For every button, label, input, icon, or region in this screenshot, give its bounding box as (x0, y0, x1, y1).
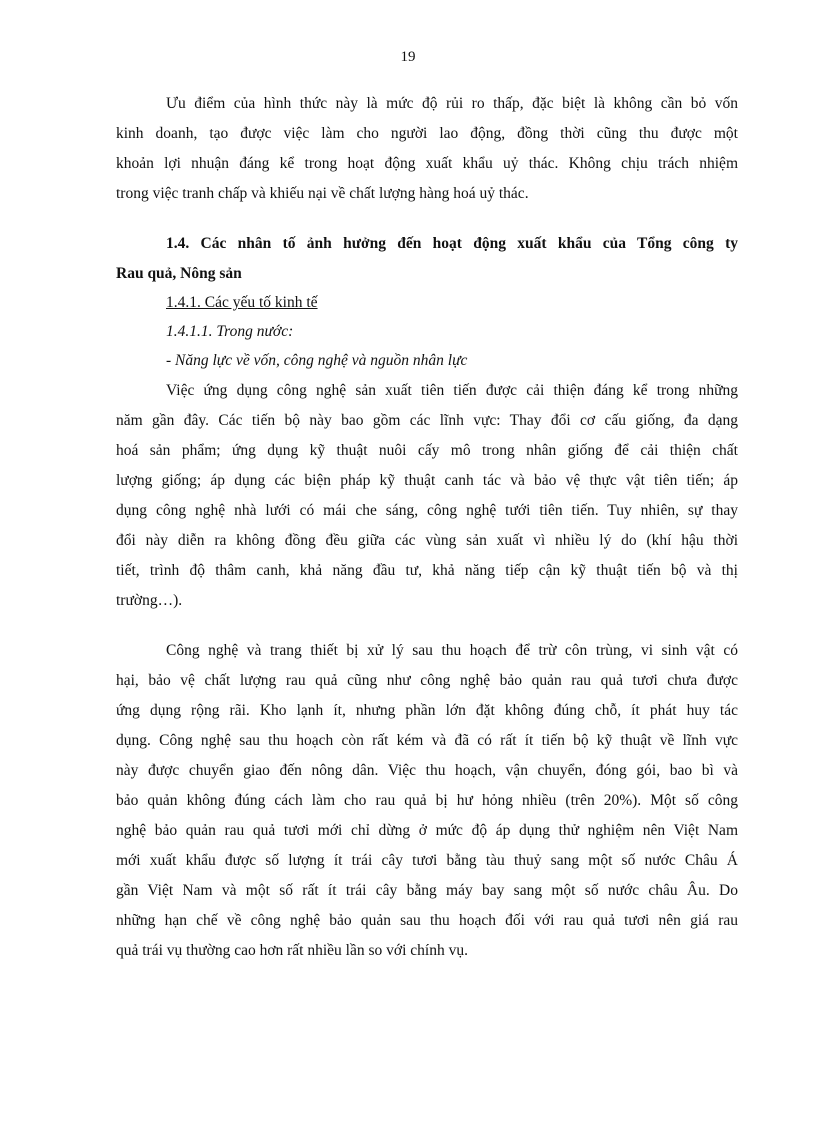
paragraph-1-line-5: dụng công nghệ nhà lưới có mái che sáng, công nghệ tưới tiên tiến. Tuy nhiên, sự thay (116, 502, 738, 519)
paragraph-2-line-10: những hạn chế về công nghệ bảo quản sau thu hoạch đối với rau quả tươi nên giá rau (116, 912, 738, 929)
paragraph-2-line-9: gần Việt Nam và một số rất ít trái cây bằng máy bay sang một số nước châu Âu. Do (116, 882, 738, 899)
paragraph-2-line-8: mới xuất khẩu được số lượng ít trái cây tươi bằng tàu thuỷ sang một số nước Châu Á (116, 852, 738, 869)
paragraph-1-line-1: Việc ứng dụng công nghệ sản xuất tiên tiến được cải thiện đáng kể trong những (166, 382, 738, 399)
bullet-heading: - Năng lực về vốn, công nghệ và nguồn nhân lực (166, 352, 468, 369)
paragraph-1-line-6: đổi này diễn ra không đồng đều giữa các vùng sản xuất vì nhiều lý do (khí hậu thời (116, 532, 738, 549)
page-number: 19 (400, 49, 416, 65)
intro-line-4: trong việc tranh chấp và khiếu nại về chất lượng hàng hoá uỷ thác. (116, 185, 529, 202)
paragraph-2-line-2: hại, bảo vệ chất lượng rau quả cũng như công nghệ bảo quản rau quả tươi chưa được (116, 672, 738, 689)
intro-line-1: Ưu điểm của hình thức này là mức độ rủi ro thấp, đặc biệt là không cần bỏ vốn (166, 95, 738, 112)
intro-line-3: khoản lợi nhuận đáng kể trong hoạt động xuất khẩu uỷ thác. Không chịu trách nhiệm (116, 155, 738, 172)
paragraph-2-line-1: Công nghệ và trang thiết bị xử lý sau thu hoạch để trừ côn trùng, vi sinh vật có (166, 642, 738, 659)
paragraph-2-line-5: này được chuyển giao đến nông dân. Việc thu hoạch, vận chuyển, đóng gói, bao bì và (116, 762, 738, 779)
subsubsection-heading: 1.4.1.1. Trong nước: (166, 323, 294, 340)
paragraph-1-line-7: tiết, trình độ thâm canh, khả năng đầu tư, khả năng tiếp cận kỹ thuật tiến bộ và thị (116, 562, 738, 579)
intro-line-2: kinh doanh, tạo được việc làm cho người lao động, đồng thời cũng thu được một (116, 125, 738, 142)
paragraph-1-line-3: hoá sản phẩm; ứng dụng kỹ thuật nuôi cấy mô trong nhân giống để cải thiện chất (116, 442, 738, 459)
section-heading-line-2: Rau quả, Nông sản (116, 265, 242, 282)
paragraph-1-line-2: năm gần đây. Các tiến bộ này bao gồm các lĩnh vực: Thay đổi cơ cấu giống, đa dạng (116, 412, 738, 429)
paragraph-2-line-3: ứng dụng rộng rãi. Kho lạnh ít, nhưng phần lớn đặt không đúng chỗ, ít phát huy tác (116, 702, 738, 719)
paragraph-2-line-7: nghệ bảo quản rau quả tươi mới chỉ dừng ở mức độ áp dụng thử nghiệm nên Việt Nam (116, 822, 738, 839)
paragraph-2-line-4: dụng. Công nghệ sau thu hoạch còn rất kém và đã có rất ít tiến bộ kỹ thuật về lĩnh vực (116, 732, 738, 749)
paragraph-2-line-11: quả trái vụ thường cao hơn rất nhiều lần so với chính vụ. (116, 942, 468, 959)
section-heading-line-1: 1.4. Các nhân tố ảnh hưởng đến hoạt động xuất khẩu của Tổng công ty (166, 235, 738, 252)
paragraph-2-line-6: bảo quản không đúng cách làm cho rau quả bị hư hỏng nhiều (trên 20%). Một số công (116, 792, 738, 809)
paragraph-1-line-8: trường…). (116, 592, 183, 609)
subsection-heading: 1.4.1. Các yếu tố kinh tế (166, 294, 318, 311)
paragraph-1-line-4: lượng giống; áp dụng các biện pháp kỹ thuật canh tác và bảo vệ thực vật tiên tiến; áp (116, 472, 738, 489)
